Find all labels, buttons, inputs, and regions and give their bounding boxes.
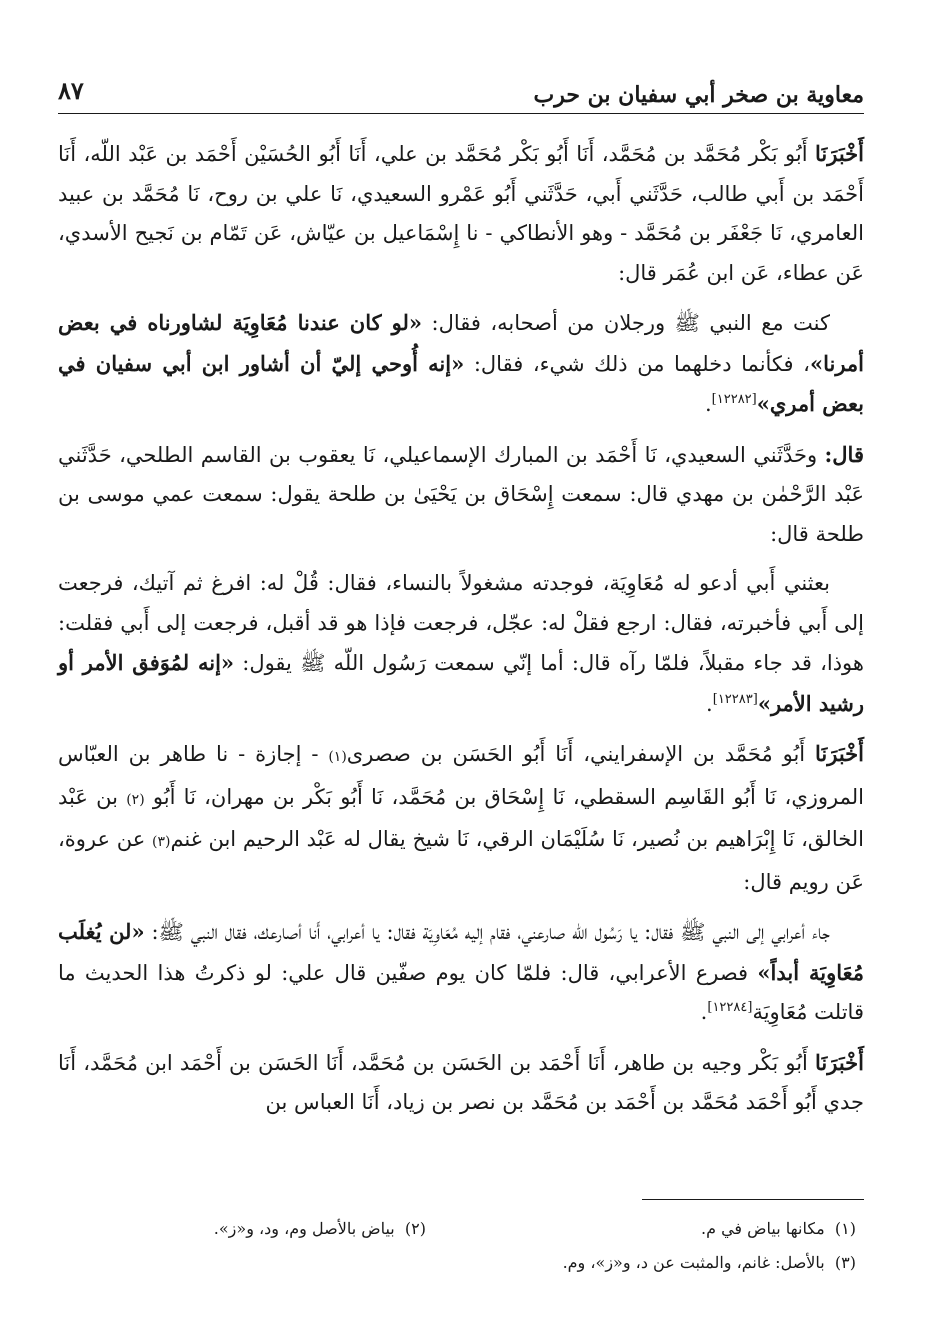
isnad-text: أَبُو بَكْر مُحَمَّد بن مُحَمَّد، أَنَا أَبُو بَكْر مُحَمَّد بن علي، أَنَا أَبُو الحُسَيْن أَحْمَد بن عَبْد اللّه، أَنَا أَحْمَد بن أَبي طالب، حَدَّثَني أَبي، حَدَّثَني أَبُو عَمْرو السعيدي، نَا علي بن روح، نَا مُحَمَّد بن عبيد العامري، نَا جَعْفَر بن مُحَمَّد - وهو الأنطاكي - نا إِسْمَاعيل بن عيّاش، عَن تَمّام بن نَجيح الأسدي، عَن عطاء، عَن ابن عُمَر قال: [58, 142, 864, 285]
footnote-rule [642, 1199, 864, 1200]
page-number: ٨٧ [58, 76, 84, 105]
footnote-ref-1[interactable]: (١) [328, 749, 347, 765]
footnote-text: بالأصل: غانم، والمثبت عن د، و«ز»، وم. [562, 1253, 825, 1272]
paragraph-isnad-4 [58, 1043, 864, 1123]
footnote-number: (٣) [834, 1253, 856, 1272]
paragraph-isnad-3 [58, 734, 864, 902]
paragraph-isnad-1 [58, 134, 864, 293]
footnotes [58, 1212, 856, 1280]
hadith-quote: «إنه أُوحي إليّ أن أشاور ابن أبي سفيان في بعض أمري» [58, 350, 864, 416]
isnad-text: عن عروة، عَن رويم قال: [58, 827, 864, 894]
hadith-quote: «لو كان عندنا مُعَاوِيَة لشاورناه في بعض أمرنا» [58, 310, 864, 376]
hadith-number: [١٢٢٨٤] [707, 1000, 753, 1015]
footnote-row [58, 1246, 856, 1280]
footnote-number: (١) [834, 1219, 856, 1238]
header-rule [58, 113, 864, 114]
footnote-number: (٢) [404, 1219, 426, 1238]
qala-lead: قال: [824, 441, 864, 467]
isnad-text: وحَدَّثَني السعيدي، نَا أَحْمَد بن المبارك الإسماعيلي، نَا يعقوب بن القاسم الطلحي، حَدَّثَني عَبْد الرَّحْمٰن بن مهدي قال: سمعت إِسْحَاق بن يَحْيَىٰ بن طلحة يقول: سمعت عمي موسى بن طلحة قال: [58, 442, 864, 546]
main-text [58, 134, 864, 1133]
running-title: معاوية بن صخر أبي سفيان بن حرب [533, 82, 864, 108]
hadith-text: كنت مع النبي ﷺ ورجلان من أصحابه، فقال: [422, 311, 831, 335]
akhbarana-lead: أَخْبَرَنَا [815, 1049, 864, 1075]
hadith-text: فصرع الأعرابي، قال: فلمّا كان يوم صفّين قال علي: لو ذكرتُ هذا الحديث ما قاتلت مُعَاوِيَة [58, 960, 864, 1024]
akhbarana-lead: أَخْبَرَنَا [815, 141, 864, 166]
isnad-text: بن عَبْد الخالق، نَا إِبْرَاهيم بن نُصير، نَا سُلَيْمَان الرقي، نَا شيخ يقال له عَبْد الرحيم ابن غنم [58, 784, 865, 851]
hadith-quote: «إنه لمُوَفق الأمر أو رشيد الأمر» [58, 650, 864, 716]
hadith-text: جاء أعرابي إلى النبي ﷺ فقال: يا رَسُول اللّه صارعني، فقام إليه مُعَاوِيَة فقال: يا أعرابي، أَنا أصارعك، فقال النبي ﷺ: [144, 920, 830, 944]
period: . [704, 392, 712, 416]
footnote-row [58, 1212, 856, 1246]
footnote-text: بياض بالأصل وم، ود، و«ز». [213, 1219, 395, 1238]
isnad-text: أَبُو مُحَمَّد بن الإسفرايني، أَنَا أَبُو الحَسَن بن صصرى [346, 742, 816, 766]
paragraph-hadith-2 [58, 564, 864, 724]
hadith-number: [١٢٢٨٢] [711, 392, 757, 407]
paragraph-hadith-3 [58, 912, 864, 1033]
hadith-text: بعثني أَبي أدعو له مُعَاوِيَة، فوجدته مشغولاً بالنساء، فقال: قُلْ له: افرغ ثم آتيك، فرجعت إلى أَبي فأخبرته، فقال: ارجع فقلْ له: عجّل، فرجعت فإذا هو قد أقبل، فرجعت إلى أَبي فقلت: هوذا، قد جاء مقبلاً، فلمّا رآه قال: أما إنّي سمعت رَسُول اللّه ﷺ يقول: [58, 571, 864, 675]
period: . [700, 1000, 708, 1024]
isnad-text: - إجازة - نا طاهر بن العبّاس المروزي، نَا أَبُو القَاسِم السقطي، نَا إِسْحَاق بن مُحَمَّد، نَا أَبُو بَكْر بن مهران، نَا أَبُو [58, 742, 865, 809]
isnad-text: أَبُو بَكْر وجيه بن طاهر، أَنَا أَحْمَد بن الحَسَن بن مُحَمَّد، أَنَا الحَسَن بن أَحْمَد ابن مُحَمَّد، أَنَا جدي أَبُو أَحْمَد مُحَمَّد بن أَحْمَد بن مُحَمَّد بن نصر بن زياد، أَنَا العباس بن [58, 1050, 864, 1114]
paragraph-hadith-1 [58, 303, 864, 425]
footnote-ref-3[interactable]: (٣) [151, 834, 171, 850]
footnote-ref-2[interactable]: (٢) [126, 791, 145, 808]
hadith-text: ، فكأنما دخلهما من ذلك شيء، فقال: [464, 351, 810, 376]
footnote-2 [214, 1212, 426, 1246]
footnote-3 [563, 1246, 856, 1280]
hadith-quote: «لن يُغلَب مُعَاوِيَة أبداً» [58, 919, 864, 985]
period: . [706, 691, 713, 716]
paragraph-isnad-2 [58, 435, 864, 555]
akhbarana-lead: أَخْبَرَنَا [815, 741, 864, 766]
page-header [58, 74, 864, 110]
hadith-number: [١٢٢٨٣] [712, 691, 758, 707]
footnote-text: مكانها بياض في م. [701, 1219, 825, 1238]
footnote-1 [426, 1212, 856, 1246]
